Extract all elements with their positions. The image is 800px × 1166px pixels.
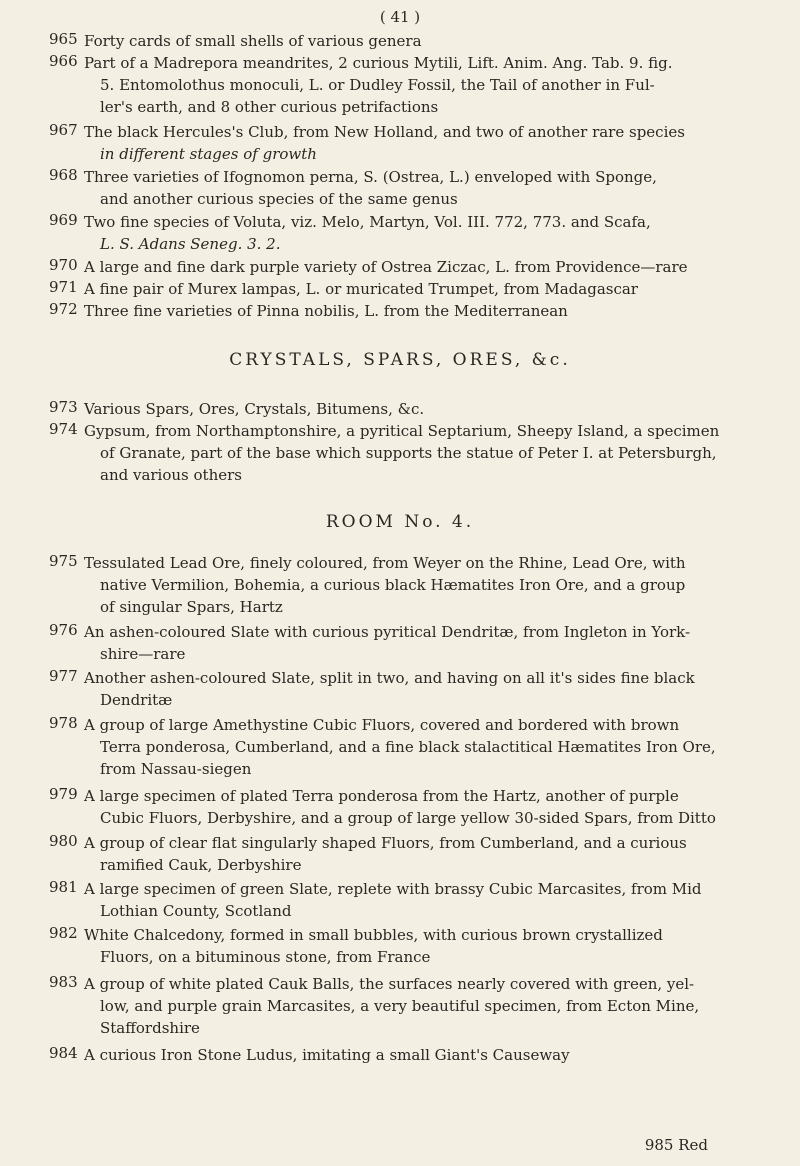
lot-line: An ashen-coloured Slate with curious pyritical Dendritæ, from Ingleton in York- [84, 623, 691, 641]
lot-line: of singular Spars, Hartz [100, 598, 283, 616]
lot-description [84, 121, 744, 165]
lot-line: Three varieties of Ifognomon perna, S. (Ostrea, L.) enveloped with Sponge, [84, 168, 657, 186]
lot-description [84, 30, 744, 52]
lot-line: Dendritæ [100, 691, 173, 709]
lot-description [84, 398, 744, 420]
lot-number: 977 [49, 667, 78, 685]
lot-description [84, 621, 744, 665]
lot-number: 976 [49, 621, 78, 639]
lot-description [84, 211, 744, 255]
lot-line: Part of a Madrepora meandrites, 2 curious Mytili, Lift. Anim. Ang. Tab. 9. fig. [84, 54, 673, 72]
lot-line: and another curious species of the same genus [100, 190, 458, 208]
lot-line: A group of large Amethystine Cubic Fluors, covered and bordered with brown [84, 716, 680, 734]
lot-line: A large specimen of green Slate, replete with brassy Cubic Marcasites, from Mid [84, 880, 702, 898]
lot-line: Cubic Fluors, Derbyshire, and a group of large yellow 30-sided Spars, from Ditto [100, 809, 716, 827]
lot-line: Various Spars, Ores, Crystals, Bitumens, &c. [84, 400, 425, 418]
lot-number: 984 [49, 1044, 78, 1062]
lot-line: A curious Iron Stone Ludus, imitating a small Giant's Causeway [84, 1046, 570, 1064]
lot-line: A large specimen of plated Terra ponderosa from the Hartz, another of purple [84, 787, 679, 805]
lot-line: Terra ponderosa, Cumberland, and a fine black stalactitical Hæmatites Iron Ore, [100, 738, 716, 756]
lot-line: Forty cards of small shells of various genera [84, 32, 422, 50]
lot-description [84, 832, 744, 876]
lot-description [84, 278, 744, 300]
lot-description [84, 1044, 744, 1066]
lot-line: Fluors, on a bituminous stone, from France [100, 948, 431, 966]
lot-line: ler's earth, and 8 other curious petrifactions [100, 98, 439, 116]
lot-description [84, 878, 744, 922]
lot-description [84, 552, 744, 618]
lot-line: The black Hercules's Club, from New Holland, and two of another rare species [84, 123, 685, 141]
lot-number: 965 [49, 30, 78, 48]
lot-line: low, and purple grain Marcasites, a very beautiful specimen, from Ecton Mine, [100, 997, 700, 1015]
lot-number: 978 [49, 714, 78, 732]
lot-description [84, 52, 744, 118]
lot-description [84, 785, 744, 829]
lot-number: 981 [49, 878, 78, 896]
lot-description [84, 256, 744, 278]
lot-line: from Nassau-siegen [100, 760, 252, 778]
lot-line: of Granate, part of the base which supports the statue of Peter I. at Petersburgh, [100, 444, 717, 462]
lot-line: A group of clear flat singularly shaped Fluors, from Cumberland, and a curious [84, 834, 687, 852]
lot-number: 979 [49, 785, 78, 803]
lot-number: 966 [49, 52, 78, 70]
lot-description [84, 714, 744, 780]
lot-number: 972 [49, 300, 78, 318]
lot-number: 968 [49, 166, 78, 184]
lot-description [84, 973, 744, 1039]
lot-description [84, 667, 744, 711]
lot-line: A fine pair of Murex lampas, L. or muricated Trumpet, from Madagascar [84, 280, 638, 298]
lot-description [84, 420, 744, 486]
lot-line: shire—rare [100, 645, 186, 663]
lot-line: Lothian County, Scotland [100, 902, 292, 920]
lot-line: Staffordshire [100, 1019, 200, 1037]
lot-description [84, 300, 744, 322]
lot-line: ramified Cauk, Derbyshire [100, 856, 302, 874]
page-number: ( 41 ) [379, 8, 421, 26]
lot-number: 980 [49, 832, 78, 850]
section-heading-crystals: CRYSTALS, SPARS, ORES, &c. [229, 350, 571, 370]
lot-line: native Vermilion, Bohemia, a curious black Hæmatites Iron Ore, and a group [100, 576, 686, 594]
lot-number: 970 [49, 256, 78, 274]
lot-line: in different stages of growth [100, 145, 317, 163]
lot-line: 5. Entomolothus monoculi, L. or Dudley Fossil, the Tail of another in Ful- [100, 76, 655, 94]
lot-number: 974 [49, 420, 78, 438]
lot-line: Three fine varieties of Pinna nobilis, L. from the Mediterranean [84, 302, 568, 320]
lot-line: White Chalcedony, formed in small bubbles, with curious brown crystallized [84, 926, 663, 944]
lot-line: A group of white plated Cauk Balls, the surfaces nearly covered with green, yel- [84, 975, 695, 993]
catchword: 985 Red [644, 1136, 708, 1154]
lot-number: 973 [49, 398, 78, 416]
lot-description [84, 924, 744, 968]
lot-description [84, 166, 744, 210]
lot-number: 983 [49, 973, 78, 991]
lot-line: Gypsum, from Northamptonshire, a pyritical Septarium, Sheepy Island, a specimen [84, 422, 720, 440]
lot-line: Two fine species of Voluta, viz. Melo, Martyn, Vol. III. 772, 773. and Scafa, [84, 213, 651, 231]
lot-number: 967 [49, 121, 78, 139]
lot-number: 971 [49, 278, 78, 296]
lot-number: 975 [49, 552, 78, 570]
lot-number: 969 [49, 211, 78, 229]
lot-line: A large and fine dark purple variety of Ostrea Ziczac, L. from Providence—rare [84, 258, 688, 276]
lot-number: 982 [49, 924, 78, 942]
lot-line: Another ashen-coloured Slate, split in two, and having on all it's sides fine black [84, 669, 695, 687]
lot-line: Tessulated Lead Ore, finely coloured, from Weyer on the Rhine, Lead Ore, with [84, 554, 686, 572]
section-heading-room: ROOM No. 4. [325, 512, 475, 532]
lot-line: and various others [100, 466, 242, 484]
lot-line: L. S. Adans Seneg. 3. 2. [100, 235, 281, 253]
